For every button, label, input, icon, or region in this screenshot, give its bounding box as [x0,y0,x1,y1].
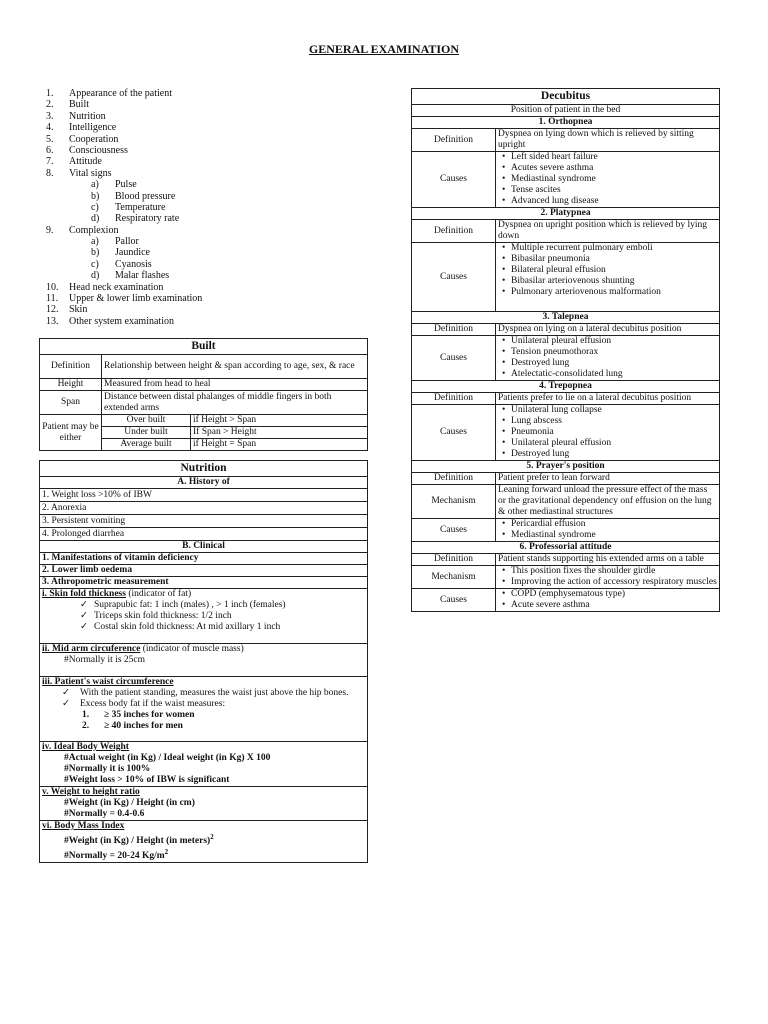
professorial-causes-label: Causes [412,589,496,612]
exam-list-label: Jaundice [115,247,150,259]
bmi-normal-exponent: 2 [164,848,169,857]
exam-list-item [46,259,376,270]
history-item: 1. Weight loss >10% of IBW [40,489,368,502]
orthopnea-heading: 1. Orthopnea [412,117,720,129]
talepnea-causes-label: Causes [412,336,496,381]
exam-list-number: 7. [46,156,54,168]
built-height: Measured from head to heal [102,379,368,391]
platypnea-causes [498,243,717,298]
ibw-line: #Weight loss > 10% of IBW is significant [64,775,230,785]
talepnea-heading: 3. Talepnea [412,312,720,324]
trepopnea-definition-label: Definition [412,393,496,405]
check-icon: ✓ [62,699,70,709]
decubitus-title: Decubitus [412,89,720,105]
exam-list-label: Nutrition [69,110,106,122]
ibw-section [40,742,368,787]
exam-list-label: Respiratory rate [115,213,180,225]
exam-list-number: 10. [46,281,59,293]
nutrition-table [39,460,368,863]
prayer-mechanism: Leaning forward unload the pressure effect of the mass or the gravitational dependency onf effusion on the lung & other mediastinal structures [496,485,720,519]
built-type: Average built [102,439,191,451]
platypnea-definition-label: Definition [412,220,496,243]
built-criteria: if Height = Span [191,439,368,451]
exam-list-label: Skin [69,304,88,316]
nutrition-title: Nutrition [40,461,368,477]
bullet-item: • Acute severe asthma [511,600,717,611]
bullet-item: • Unilateral pleural effusion [511,438,717,449]
professorial-definition: Patient stands supporting his extended arms on a table [496,554,720,566]
nutrition-history-heading: A. History of [40,477,368,489]
prayer-causes-label: Causes [412,519,496,542]
weight-height-heading: v. Weight to height ratio [42,787,140,797]
exam-list-item [46,99,376,110]
professorial-definition-label: Definition [412,554,496,566]
exam-list-label: Upper & lower limb examination [69,293,203,305]
built-patient-label: Patient may be either [40,415,102,451]
built-definition-label: Definition [40,355,102,379]
exam-list-label: Cyanosis [115,258,152,270]
exam-list-label: Temperature [115,201,166,213]
waist-section [40,677,368,742]
check-icon: ✓ [80,622,88,632]
professorial-mechanism [498,566,717,588]
skin-fold-item: Triceps skin fold thickness: 1/2 inch [94,611,232,621]
exam-list-item [46,191,376,202]
bullet-item: • Improving the action of accessory respiratory muscles [511,577,717,588]
exam-list-item [46,88,376,99]
exam-list-number: 2. [46,99,54,111]
exam-list-number: 12. [46,304,59,316]
talepnea-definition: Dyspnea on lying on a lateral decubitus position [496,324,720,336]
exam-list-item [46,145,376,156]
exam-list-label: Pulse [115,179,137,191]
skin-fold-section [40,589,368,644]
ibw-heading: iv. Ideal Body Weight [42,742,129,752]
prayer-heading: 5. Prayer's position [412,461,720,473]
check-icon: ✓ [80,600,88,610]
bullet-item: • Pulmonary arteriovenous malformation [511,287,717,298]
professorial-mechanism-label: Mechanism [412,566,496,589]
skin-fold-note: (indicator of fat) [125,589,192,599]
weight-height-line: #Normally = 0.4-0.6 [64,809,145,819]
bullet-item: • Tense ascites [511,185,717,196]
decubitus-subtitle: Position of patient in the bed [412,105,720,117]
bullet-item: • Pneumonia [511,427,717,438]
built-title: Built [40,339,368,355]
built-type: Over built [102,415,191,427]
skin-fold-heading: i. Skin fold thickness [42,589,126,599]
bmi-heading: vi. Body Mass Index [42,821,125,831]
trepopnea-definition: Patients prefer to lie on a lateral decubitus position [496,393,720,405]
skin-fold-item: Costal skin fold thickness: At mid axillary 1 inch [94,622,281,632]
exam-list-number: 6. [46,144,54,156]
decubitus-table [411,88,720,612]
exam-list-number: 11. [46,293,59,305]
exam-list-label: Intelligence [69,122,117,134]
bmi-formula: #Weight (in Kg) / Height (in meters) [64,836,211,847]
bullet-item: • Lung abscess [511,416,717,427]
bullet-item: • Left sided heart failure [511,152,717,163]
exam-list-number: 9. [46,224,54,236]
exam-list-item [46,282,376,293]
built-height-label: Height [40,379,102,391]
bullet-item: • This position fixes the shoulder girdle [511,566,717,577]
exam-list-number: d) [91,213,100,225]
history-item: 2. Anorexia [40,502,368,515]
bullet-item: • Atelectatic-consolidated lung [511,369,717,380]
exam-list-number: d) [91,270,100,282]
exam-list-number: 3. [46,110,54,122]
mid-arm-note: (indicator of muscle mass) [140,644,244,654]
platypnea-definition: Dyspnea on upright position which is relieved by lying down [496,220,720,243]
exam-list-item [46,179,376,190]
skin-fold-item: Suprapubic fat: 1 inch (males) , > 1 inch (females) [94,600,286,610]
exam-list-item [46,225,376,236]
exam-list-number: b) [91,190,100,202]
exam-list-item [46,304,376,315]
exam-list-number: a) [91,179,99,191]
weight-height-section [40,787,368,821]
orthopnea-causes-label: Causes [412,152,496,208]
bullet-item: • Bibasilar arteriovenous shunting [511,276,717,287]
exam-list-item [46,168,376,179]
bullet-item: • Destroyed lung [511,449,717,460]
bmi-section [40,821,368,863]
examination-list [46,88,376,327]
bullet-item: • COPD (emphysematous type) [511,589,717,600]
bullet-item: • Mediastinal syndrome [511,174,717,185]
exam-list-item [46,122,376,133]
trepopnea-causes [498,405,717,460]
check-icon: ✓ [80,611,88,621]
professorial-causes [498,589,717,611]
built-table [39,338,368,451]
clinical-item: 1. Manifestations of vitamin deficiency [40,553,368,565]
exam-list-label: Attitude [69,156,102,168]
waist-sub-item: ≥ 40 inches for men [104,721,183,731]
exam-list-label: Consciousness [69,144,128,156]
exam-list-label: Complexion [69,224,119,236]
exam-list-item [46,236,376,247]
exam-list-item [46,134,376,145]
platypnea-causes-label: Causes [412,243,496,312]
orthopnea-definition: Dyspnea on lying down which is relieved by sitting upright [496,129,720,152]
built-criteria: if Height > Span [191,415,368,427]
built-span: Distance between distal phalanges of middle fingers in both extended arms [102,391,368,415]
clinical-item: 3. Athropometric measurement [40,577,368,589]
check-icon: ✓ [62,688,70,698]
bullet-item: • Unilateral pleural effusion [511,336,717,347]
exam-list-number: 4. [46,122,54,134]
bullet-item: • Bilateral pleural effusion [511,265,717,276]
waist-item: Excess body fat if the waist measures: [80,699,226,709]
exam-list-number: 8. [46,167,54,179]
talepnea-definition-label: Definition [412,324,496,336]
mid-arm-heading: ii. Mid arm circuference [42,644,141,654]
exam-list-label: Blood pressure [115,190,176,202]
ibw-line: #Actual weight (in Kg) / Ideal weight (in Kg) X 100 [64,753,271,763]
bullet-item: • Tension pneumothorax [511,347,717,358]
bullet-item: • Unilateral lung collapse [511,405,717,416]
talepnea-causes [498,336,717,380]
bullet-item: • Mediastinal syndrome [511,530,717,541]
clinical-item: 2. Lower limb oedema [40,565,368,577]
bullet-item: • Advanced lung disease [511,196,717,207]
weight-height-line: #Weight (in Kg) / Height (in cm) [64,798,195,808]
prayer-mechanism-label: Mechanism [412,485,496,519]
prayer-causes [498,519,717,541]
exam-list-item [46,316,376,327]
exam-list-label: Appearance of the patient [69,88,173,99]
exam-list-label: Malar flashes [115,270,170,282]
mid-arm-normal: #Normally it is 25cm [64,655,146,665]
bullet-item: • Acutes severe asthma [511,163,717,174]
orthopnea-definition-label: Definition [412,129,496,152]
exam-list-label: Head neck examination [69,281,164,293]
exam-list-number: 13. [46,315,59,327]
built-span-label: Span [40,391,102,415]
exam-list-item [46,213,376,224]
exam-list-item [46,270,376,281]
bullet-item: • Destroyed lung [511,358,717,369]
exam-list-item [46,111,376,122]
bmi-normal: #Normally = 20-24 Kg/m [64,851,165,862]
mid-arm-section [40,644,368,677]
built-definition: Relationship between height & span according to age, sex, & race [102,355,368,379]
prayer-definition-label: Definition [412,473,496,485]
waist-sub-item: ≥ 35 inches for women [104,710,195,720]
exam-list-number: c) [91,258,99,270]
exam-list-number: b) [91,247,100,259]
exam-list-number: a) [91,236,99,248]
bullet-item: • Pericardial effusion [511,519,717,530]
exam-list-item [46,156,376,167]
exam-list-number: 5. [46,133,54,145]
professorial-heading: 6. Professorial attitude [412,542,720,554]
page-title: GENERAL EXAMINATION [308,42,460,56]
bmi-formula-exponent: 2 [210,833,214,841]
exam-list-number: 1. [46,88,54,99]
history-item: 3. Persistent vomiting [40,515,368,528]
exam-list-label: Pallor [115,236,139,248]
bullet-item: • Bibasilar pneumonia [511,254,717,265]
bullet-item: • Multiple recurrent pulmonary emboli [511,243,717,254]
waist-sub-number: 1. [82,710,90,720]
exam-list-item [46,202,376,213]
trepopnea-causes-label: Causes [412,405,496,461]
exam-list-item [46,247,376,258]
orthopnea-causes [498,152,717,207]
exam-list-label: Vital signs [69,167,112,179]
platypnea-heading: 2. Platypnea [412,208,720,220]
history-item: 4. Prolonged diarrhea [40,528,368,541]
exam-list-label: Cooperation [69,133,119,145]
exam-list-label: Built [69,99,90,111]
built-criteria: If Span > Height [191,427,368,439]
nutrition-clinical-heading: B. Clinical [40,541,368,553]
waist-sub-number: 2. [82,721,90,731]
waist-item: With the patient standing, measures the waist just above the hip bones. [80,688,349,698]
exam-list-number: c) [91,201,99,213]
waist-heading: iii. Patient's waist circumference [42,677,174,687]
built-type: Under built [102,427,191,439]
exam-list-label: Other system examination [69,315,174,327]
exam-list-item [46,293,376,304]
prayer-definition: Patient prefer to lean forward [496,473,720,485]
trepopnea-heading: 4. Trepopnea [412,381,720,393]
ibw-line: #Normally it is 100% [64,764,151,774]
